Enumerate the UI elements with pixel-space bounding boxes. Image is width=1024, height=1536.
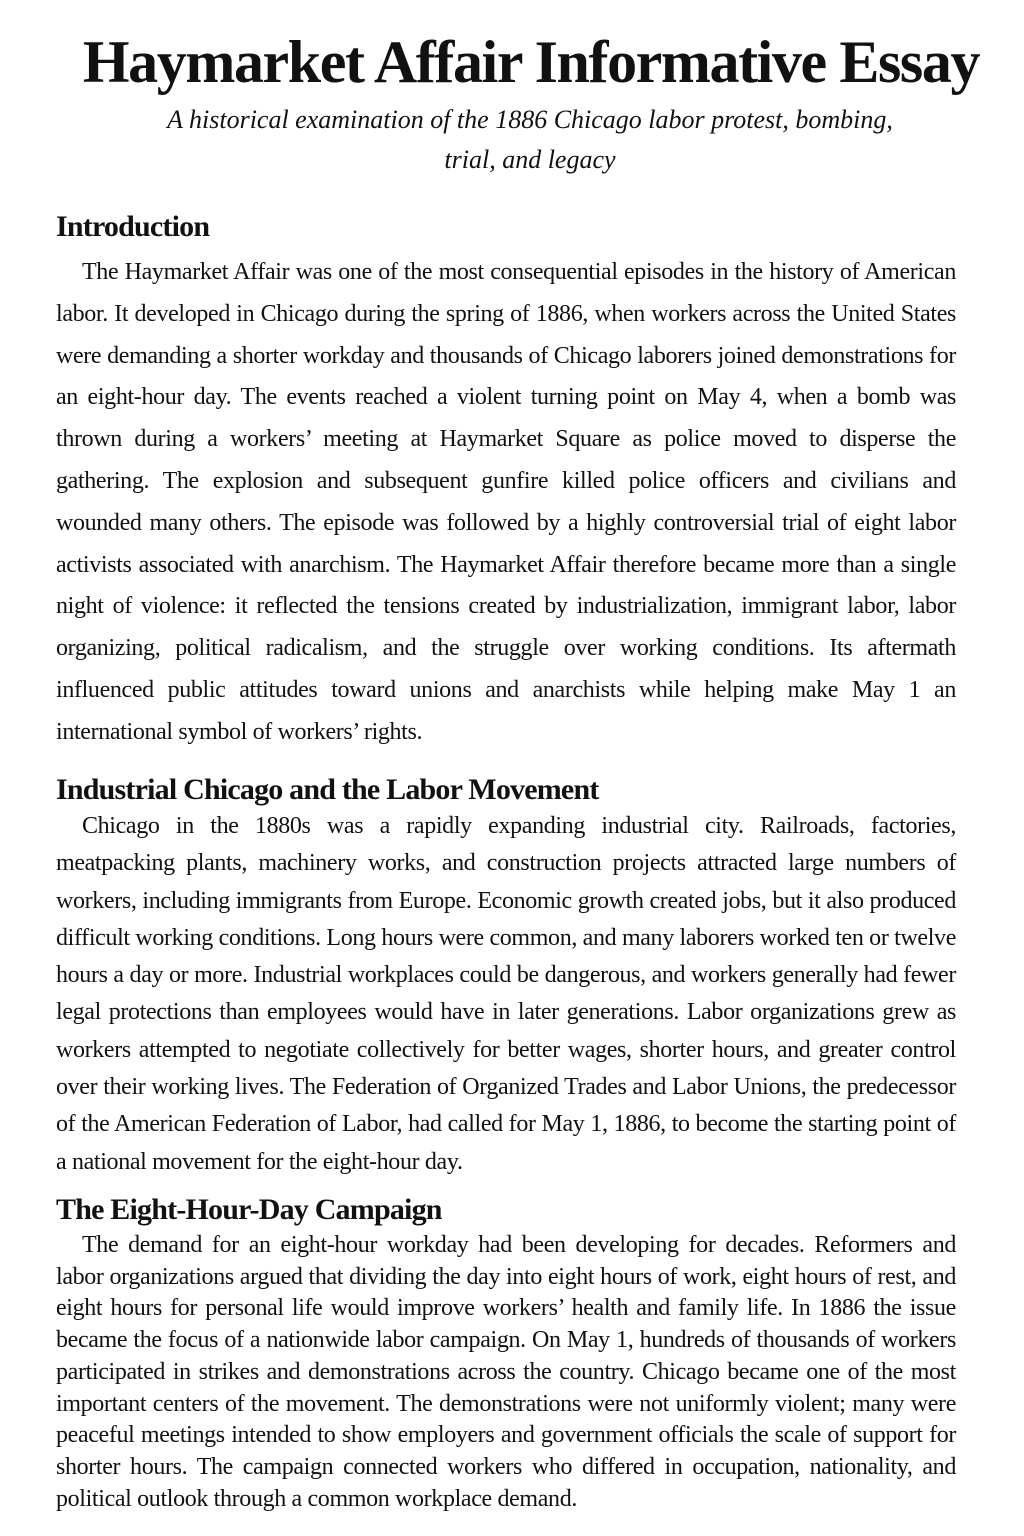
section-heading: Industrial Chicago and the Labor Movement	[56, 773, 599, 806]
section-industrial-chicago	[56, 770, 956, 1181]
section-paragraph: Chicago in the 1880s was a rapidly expanding industrial city. Railroads, factories, meatpacking plants, machinery works, and construction projects attracted large numbers of workers, including immigrants from Europe. Economic growth created jobs, but it also produced difficult working conditions. Long hours were common, and many laborers worked ten or twelve hours a day or more. Industrial workplaces could be dangerous, and workers generally had fewer legal protections than employees would have in later generations. Labor organizations grew as workers attempted to negotiate collectively for better wages, shorter hours, and greater control over their working lives. The Federation of Organized Trades and Labor Unions, the predecessor of the American Federation of Labor, had called for May 1, 1886, to become the starting point of a national movement for the eight-hour day.	[56, 813, 956, 1175]
section-paragraph: The Haymarket Affair was one of the most consequential episodes in the history of American labor. It developed in Chicago during the spring of 1886, when workers across the United States were demanding a shorter workday and thousands of Chicago laborers joined demonstrations for an eight-hour day. The events reached a violent turning point on May 4, when a bomb was thrown during a workers’ meeting at Haymarket Square as police moved to disperse the gathering. The explosion and subsequent gunfire killed police officers and civilians and wounded many others. The episode was followed by a highly controversial trial of eight labor activists associated with anarchism. The Haymarket Affair therefore became more than a single night of violence: it reflected the tensions created by industrialization, immigrant labor, labor organizing, political radicalism, and the struggle over working conditions. Its aftermath influenced public attitudes toward unions and anarchists while helping make May 1 an international symbol of workers’ rights.	[56, 259, 956, 745]
section-eight-hour-day	[56, 1190, 956, 1515]
section-introduction	[56, 207, 956, 754]
page-title: Haymarket Affair Informative Essay	[82, 29, 980, 95]
page-subtitle: A historical examination of the 1886 Chicago labor protest, bombing, trial, and legacy	[167, 105, 893, 174]
section-heading: Introduction	[56, 210, 210, 243]
section-paragraph: The demand for an eight-hour workday had been developing for decades. Reformers and labor organizations argued that dividing the day into eight hours of work, eight hours of rest, and eight hours for personal life would improve workers’ health and family life. In 1886 the issue became the focus of a nationwide labor campaign. On May 1, hundreds of thousands of workers participated in strikes and demonstrations across the country. Chicago became one of the most important centers of the movement. The demonstrations were not uniformly violent; many were peaceful meetings intended to show employers and government officials the scale of support for shorter hours. The campaign connected workers who differed in occupation, nationality, and political outlook through a common workplace demand.	[56, 1232, 956, 1512]
section-heading: The Eight-Hour-Day Campaign	[56, 1193, 442, 1226]
